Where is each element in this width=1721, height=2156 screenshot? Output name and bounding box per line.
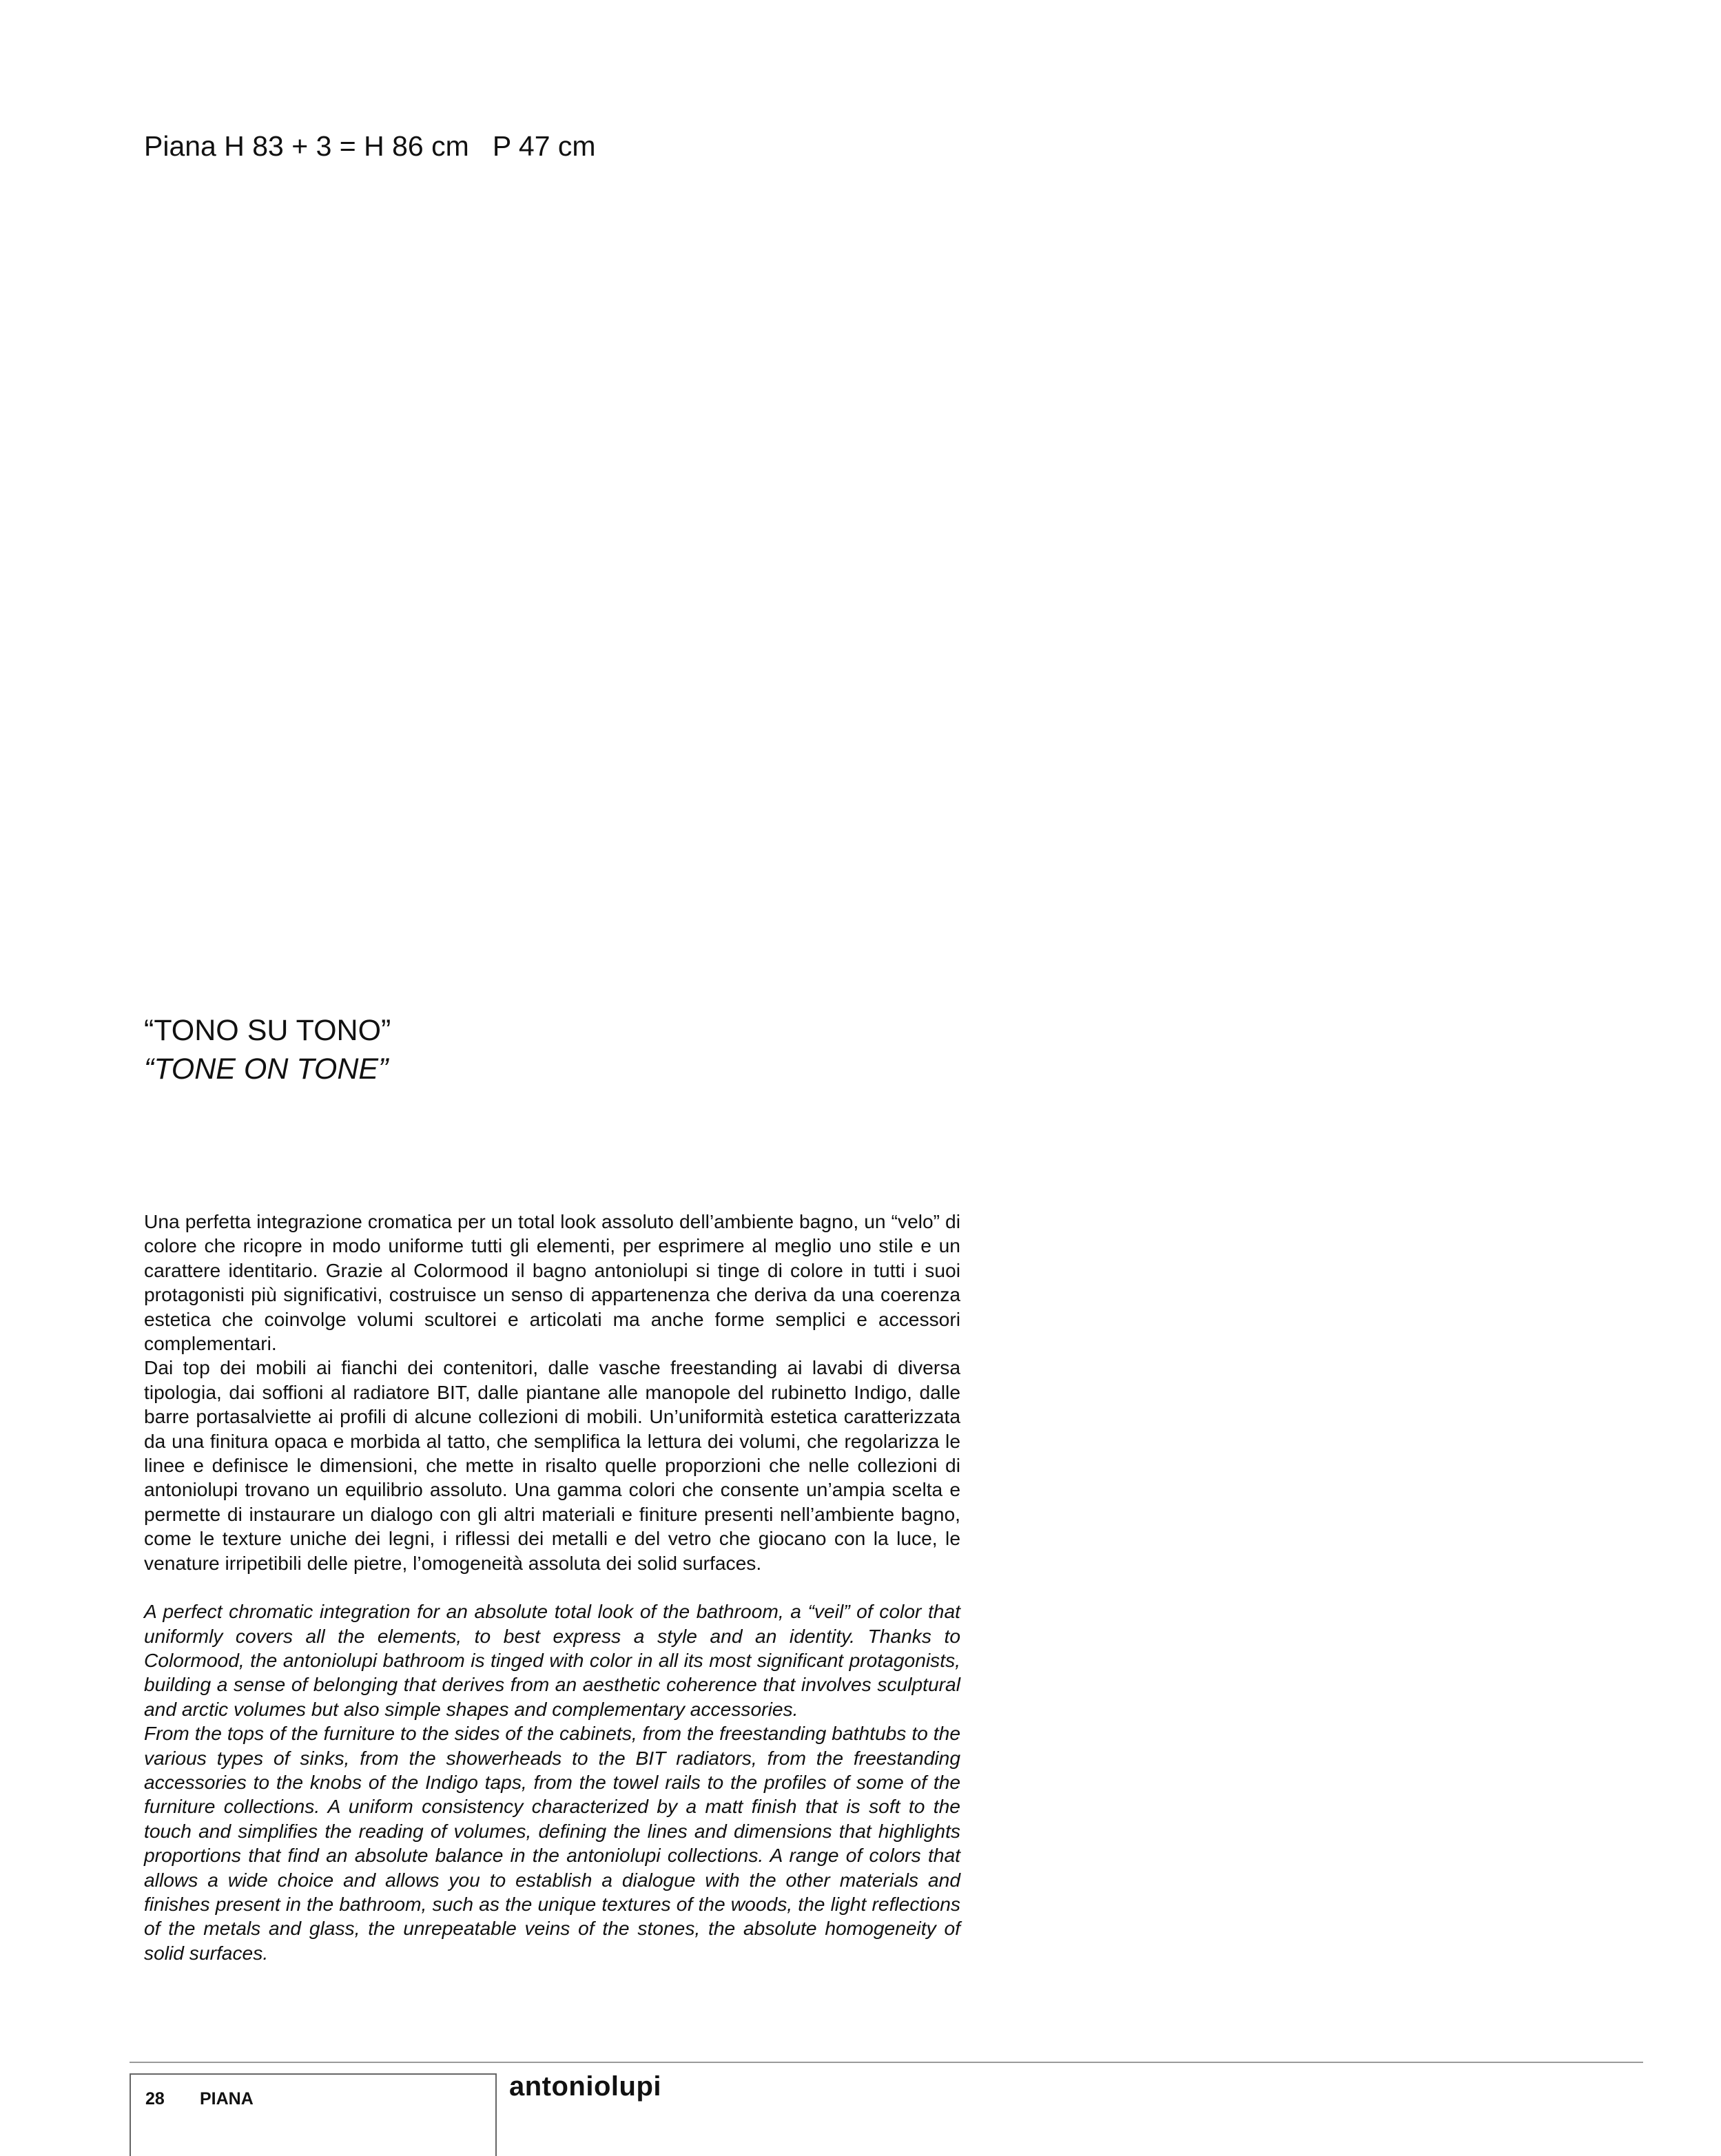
heading-italian: “TONO SU TONO” — [144, 1014, 391, 1047]
product-dimensions: Piana H 83 + 3 = H 86 cm P 47 cm — [144, 130, 596, 162]
page-number: 28 — [145, 2089, 165, 2108]
paragraph-spacer — [144, 1575, 960, 1599]
footer-page-box — [130, 2073, 497, 2156]
body-text — [144, 1210, 960, 1965]
italian-paragraph-1: Una perfetta integrazione cromatica per un total look assoluto dell’ambiente bagno, un “velo” di colore che ricopre in modo uniforme tutti gli elementi, per esprimere al meglio uno stile e un carattere identitario. Grazie al Colormood il bagno antoniolupi si tinge di colore in tutti i suoi protagonisti più significativi, costruisce un senso di appartenenza che deriva da una coerenza estetica che coinvolge volumi scultorei e articolati ma anche forme semplici e accessori complementari. — [144, 1210, 960, 1355]
section-heading — [144, 1011, 391, 1088]
english-paragraph-1: A perfect chromatic integration for an absolute total look of the bathroom, a “veil” of color that uniformly covers all the elements, to best express a style and an identity. Thanks to Colormood, the antoniolupi bathroom is tinged with color in all its most significant protagonists, building a sense of belonging that derives from an aesthetic coherence that involves sculptural and arctic volumes but also simple shapes and complementary accessories. — [144, 1600, 960, 1720]
italian-paragraph-2: Dai top dei mobili ai fianchi dei contenitori, dalle vasche freestanding ai lavabi di diversa tipologia, dai soffioni al radiatore BIT, dalle piantane alle manopole del rubinetto Indigo, dalle barre portasalviette ai profili di alcune collezioni di mobili. Un’uniformità estetica caratterizzata da una finitura opaca e morbida al tatto, che semplifica la lettura dei volumi, che regolarizza le linee e definisce le dimensioni, che mette in risalto quelle proporzioni che nelle collezioni di antoniolupi trovano un equilibrio assoluto. Una gamma colori che consente un’ampia scelta e permette di instaurare un dialogo con gli altri materiali e finiture presenti nell’ambiente bagno, come le texture uniche dei legni, i riflessi dei metalli e del vetro che giocano con la luce, le venature irripetibili delle pietre, l’omogeneità assoluta dei solid surfaces. — [144, 1356, 960, 1574]
english-paragraph-2: From the tops of the furniture to the sides of the cabinets, from the freestanding bathtubs to the various types of sinks, from the showerheads to the BIT radiators, from the freestanding accessories to the knobs of the Indigo taps, from the towel rails to the profiles of some of the furniture collections. A uniform consistency characterized by a matt finish that is soft to the touch and simplifies the reading of volumes, defining the lines and dimensions that highlights proportions that find an absolute balance in the antoniolupi collections. A range of colors that allows a wide choice and allows you to establish a dialogue with the other materials and finishes present in the bathroom, such as the unique textures of the woods, the light reflections of the metals and glass, the unrepeatable veins of the stones, the absolute homogeneity of solid surfaces. — [144, 1722, 960, 1964]
heading-english: “TONE ON TONE” — [144, 1053, 389, 1086]
brand-logo: antoniolupi — [509, 2071, 662, 2102]
section-name: PIANA — [200, 2089, 254, 2108]
footer-divider — [130, 2062, 1643, 2063]
